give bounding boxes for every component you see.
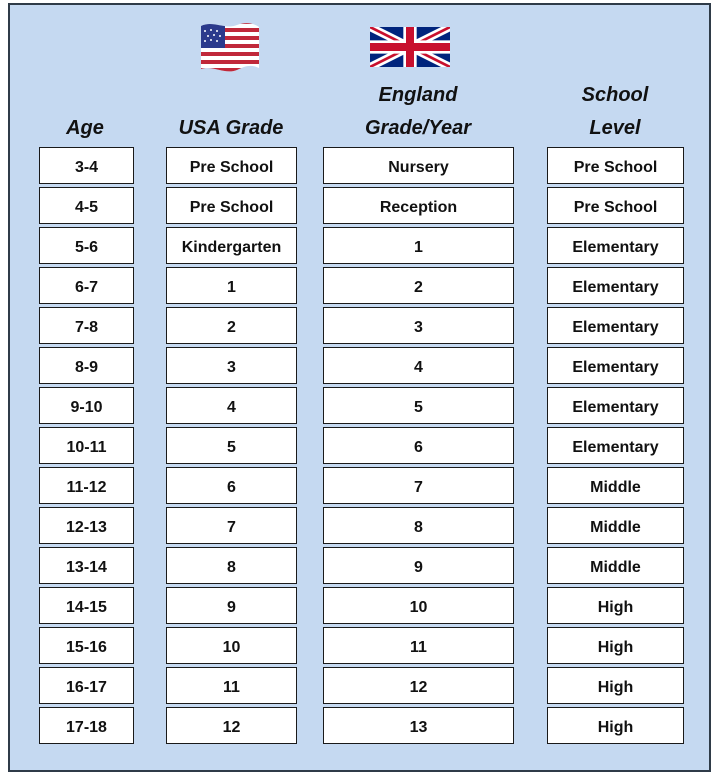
school-level-cell: Elementary: [547, 387, 684, 424]
england-grade-cell: 13: [323, 707, 514, 744]
uk-flag-icon: [370, 27, 450, 67]
age-cell: 7-8: [39, 307, 134, 344]
usa-grade-cell: Pre School: [166, 187, 297, 224]
age-cell: 10-11: [39, 427, 134, 464]
england-grade-cell: 9: [323, 547, 514, 584]
usa-grade-cell: 3: [166, 347, 297, 384]
usa-grade-cell: Kindergarten: [166, 227, 297, 264]
school-level-cell: Elementary: [547, 347, 684, 384]
age-cell: 8-9: [39, 347, 134, 384]
school-level-cell: Middle: [547, 547, 684, 584]
england-grade-cell: 8: [323, 507, 514, 544]
usa-grade-cell: 4: [166, 387, 297, 424]
age-cell: 6-7: [39, 267, 134, 304]
usa-grade-cell: 9: [166, 587, 297, 624]
age-cell: 13-14: [39, 547, 134, 584]
usa-grade-column: [166, 147, 297, 747]
school-level-cell: Elementary: [547, 227, 684, 264]
usa-grade-cell: 10: [166, 627, 297, 664]
age-cell: 3-4: [39, 147, 134, 184]
england-header-line2: Grade/Year: [365, 117, 471, 139]
school-level-cell: High: [547, 627, 684, 664]
school-level-header-line1: School: [581, 84, 649, 106]
school-level-cell: Middle: [547, 467, 684, 504]
age-cell: 11-12: [39, 467, 134, 504]
school-level-cell: High: [547, 587, 684, 624]
school-level-cell: Pre School: [547, 147, 684, 184]
age-cell: 16-17: [39, 667, 134, 704]
age-cell: 12-13: [39, 507, 134, 544]
school-level-cell: High: [547, 667, 684, 704]
age-column: [39, 147, 134, 747]
school-level-cell: Pre School: [547, 187, 684, 224]
usa-grade-cell: Pre School: [166, 147, 297, 184]
age-cell: 4-5: [39, 187, 134, 224]
england-grade-cell: 4: [323, 347, 514, 384]
age-cell: 9-10: [39, 387, 134, 424]
school-level-cell: Elementary: [547, 267, 684, 304]
england-grade-cell: 11: [323, 627, 514, 664]
age-cell: 14-15: [39, 587, 134, 624]
england-grade-cell: 10: [323, 587, 514, 624]
grade-comparison-chart: [8, 3, 711, 772]
england-grade-cell: 5: [323, 387, 514, 424]
england-grade-column: [323, 147, 514, 747]
england-header-line1: England: [378, 84, 458, 106]
england-grade-cell: 2: [323, 267, 514, 304]
school-level-cell: Elementary: [547, 427, 684, 464]
usa-grade-cell: 6: [166, 467, 297, 504]
usa-grade-cell: 8: [166, 547, 297, 584]
school-level-header-line2: Level: [589, 117, 641, 139]
england-grade-cell: 7: [323, 467, 514, 504]
usa-grade-cell: 12: [166, 707, 297, 744]
usa-grade-header: USA Grade: [178, 117, 284, 139]
age-header: Age: [66, 117, 104, 139]
age-cell: 15-16: [39, 627, 134, 664]
england-grade-cell: 12: [323, 667, 514, 704]
age-cell: 5-6: [39, 227, 134, 264]
usa-grade-cell: 1: [166, 267, 297, 304]
england-grade-cell: 1: [323, 227, 514, 264]
school-level-column: [547, 147, 684, 747]
usa-grade-cell: 5: [166, 427, 297, 464]
usa-grade-cell: 7: [166, 507, 297, 544]
school-level-cell: High: [547, 707, 684, 744]
usa-grade-cell: 2: [166, 307, 297, 344]
england-grade-cell: 6: [323, 427, 514, 464]
school-level-cell: Middle: [547, 507, 684, 544]
age-cell: 17-18: [39, 707, 134, 744]
usa-flag-icon: [197, 20, 263, 76]
england-grade-cell: Reception: [323, 187, 514, 224]
england-grade-cell: Nursery: [323, 147, 514, 184]
usa-grade-cell: 11: [166, 667, 297, 704]
school-level-cell: Elementary: [547, 307, 684, 344]
england-grade-cell: 3: [323, 307, 514, 344]
